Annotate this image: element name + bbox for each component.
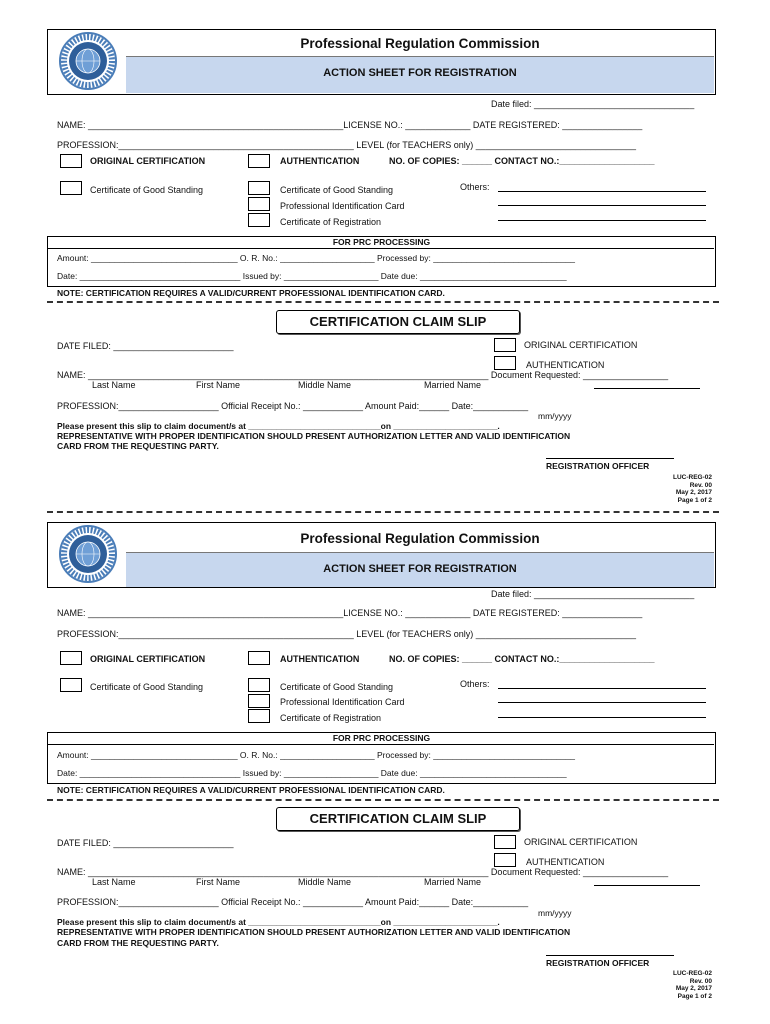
good-standing-checkbox-right[interactable] — [248, 181, 270, 195]
claim-authentication-label: AUTHENTICATION — [526, 360, 605, 370]
footer-block-2 — [612, 970, 712, 1000]
prc-seal-icon — [52, 31, 124, 91]
claim-authentication-checkbox[interactable] — [494, 853, 516, 867]
copies-contact-label: NO. OF COPIES: ______ CONTACT NO.:___________________ — [389, 654, 655, 664]
certificate-registration-label: Certificate of Registration — [280, 713, 382, 723]
claim-present-line: Please present this slip to claim document/s at ____________________________on ______________________. — [57, 917, 500, 927]
amount-line: Amount: _______________________________ O. R. No.: ____________________ Processed by: ______________________________ — [57, 253, 576, 263]
footer-date: May 2, 2017 — [675, 985, 712, 992]
claim-profession-line: PROFESSION:____________________ Official Receipt No.: ____________ Amount Paid:______ Date:___________ — [57, 401, 529, 411]
profession-level-line: PROFESSION:_______________________________________________ LEVEL (for TEACHERS only) ________________________________ — [57, 629, 636, 639]
others-label: Others: — [460, 182, 490, 192]
original-certification-checkbox[interactable] — [60, 651, 82, 665]
name-license-line: NAME: ___________________________________________________LICENSE NO.: _____________ DATE REGISTERED: ________________ — [57, 120, 643, 130]
claim-original-certification-checkbox[interactable] — [494, 338, 516, 352]
claim-married-name: Married Name — [424, 380, 482, 390]
others-line-1[interactable] — [498, 688, 706, 689]
claim-original-certification-label: ORIGINAL CERTIFICATION — [524, 340, 638, 350]
authentication-checkbox[interactable] — [248, 154, 270, 168]
cut-line-3 — [47, 799, 719, 801]
professional-id-label: Professional Identification Card — [280, 697, 405, 707]
claim-mmyyyy: mm/yyyy — [538, 908, 572, 918]
claim-mmyyyy: mm/yyyy — [538, 411, 572, 421]
claim-middle-name: Middle Name — [298, 877, 352, 887]
certificate-registration-checkbox[interactable] — [248, 213, 270, 227]
prc-seal-icon — [52, 524, 124, 584]
footer-page: Page 1 of 2 — [677, 496, 712, 504]
claim-name-line: NAME: ________________________________________________________________________________ Document Requested: _________________ — [57, 370, 669, 380]
claim-card-from: CARD FROM THE REQUESTING PARTY. — [57, 441, 219, 451]
original-certification-label: ORIGINAL CERTIFICATION — [90, 654, 206, 664]
claim-middle-name: Middle Name — [298, 380, 352, 390]
claim-last-name: Last Name — [92, 380, 136, 390]
good-standing-label-left: Certificate of Good Standing — [90, 185, 204, 195]
claim-representative: REPRESENTATIVE WITH PROPER IDENTIFICATION SHOULD PRESENT AUTHORIZATION LETTER AND VALID IDENTIFICATION — [57, 431, 571, 441]
others-line-1[interactable] — [498, 191, 706, 192]
good-standing-checkbox-left[interactable] — [60, 678, 82, 692]
professional-id-checkbox[interactable] — [248, 197, 270, 211]
cut-line-1 — [47, 301, 719, 303]
professional-id-checkbox[interactable] — [248, 694, 270, 708]
prc-processing-title: FOR PRC PROCESSING — [332, 237, 431, 247]
registration-officer: REGISTRATION OFFICER — [546, 958, 650, 968]
profession-level-line: PROFESSION:_______________________________________________ LEVEL (for TEACHERS only) ________________________________ — [57, 140, 636, 150]
claim-date-filed: DATE FILED: ________________________ — [57, 341, 234, 351]
date-filed: Date filed: ________________________________ — [491, 99, 695, 109]
claim-last-name: Last Name — [92, 877, 136, 887]
prc-processing-divider — [48, 744, 714, 745]
claim-representative: REPRESENTATIVE WITH PROPER IDENTIFICATION SHOULD PRESENT AUTHORIZATION LETTER AND VALID IDENTIFICATION — [57, 927, 571, 937]
good-standing-checkbox-left[interactable] — [60, 181, 82, 195]
others-line-2[interactable] — [498, 702, 706, 703]
claim-first-name: First Name — [196, 380, 241, 390]
officer-signature-line[interactable] — [546, 458, 674, 459]
footer-block-1 — [612, 474, 712, 504]
good-standing-label-right: Certificate of Good Standing — [280, 185, 394, 195]
amount-line: Amount: _______________________________ O. R. No.: ____________________ Processed by: ______________________________ — [57, 750, 576, 760]
certificate-registration-label: Certificate of Registration — [280, 217, 382, 227]
good-standing-label-right: Certificate of Good Standing — [280, 682, 394, 692]
footer-code: LUC-REG-02 — [672, 970, 712, 977]
date-issued-line: Date: __________________________________ Issued by: ____________________ Date due: _______________________________ — [57, 271, 567, 281]
original-certification-checkbox[interactable] — [60, 154, 82, 168]
claim-married-name: Married Name — [424, 877, 482, 887]
original-certification-label: ORIGINAL CERTIFICATION — [90, 156, 206, 166]
claim-present-line: Please present this slip to claim document/s at ____________________________on ______________________. — [57, 421, 500, 431]
others-label: Others: — [460, 679, 490, 689]
others-line-3[interactable] — [498, 220, 706, 221]
claim-original-certification-checkbox[interactable] — [494, 835, 516, 849]
claim-first-name: First Name — [196, 877, 241, 887]
cut-line-2 — [47, 511, 719, 513]
header-subtitle: ACTION SHEET FOR REGISTRATION — [126, 56, 714, 93]
others-line-2[interactable] — [498, 205, 706, 206]
header-title: Professional Regulation Commission — [300, 36, 540, 51]
others-line-3[interactable] — [498, 717, 706, 718]
claim-authentication-checkbox[interactable] — [494, 356, 516, 370]
claim-document-line[interactable] — [594, 885, 700, 886]
copies-contact-label: NO. OF COPIES: ______ CONTACT NO.:___________________ — [389, 156, 655, 166]
good-standing-checkbox-right[interactable] — [248, 678, 270, 692]
certificate-registration-checkbox[interactable] — [248, 709, 270, 723]
prc-processing-divider — [48, 248, 714, 249]
claim-card-from: CARD FROM THE REQUESTING PARTY. — [57, 938, 219, 948]
authentication-label: AUTHENTICATION — [280, 654, 360, 664]
footer-rev: Rev. 00 — [689, 481, 712, 489]
footer-rev: Rev. 00 — [689, 977, 712, 985]
authentication-label: AUTHENTICATION — [280, 156, 360, 166]
good-standing-label-left: Certificate of Good Standing — [90, 682, 204, 692]
claim-name-line: NAME: ________________________________________________________________________________ Document Requested: _________________ — [57, 867, 669, 877]
footer-date: May 2, 2017 — [675, 489, 712, 496]
date-filed: Date filed: ________________________________ — [491, 589, 695, 599]
claim-profession-line: PROFESSION:____________________ Official Receipt No.: ____________ Amount Paid:______ Date:___________ — [57, 897, 529, 907]
claim-slip-title: CERTIFICATION CLAIM SLIP — [276, 310, 520, 334]
authentication-checkbox[interactable] — [248, 651, 270, 665]
professional-id-label: Professional Identification Card — [280, 201, 405, 211]
note-text: NOTE: CERTIFICATION REQUIRES A VALID/CURRENT PROFESSIONAL IDENTIFICATION CARD. — [57, 785, 445, 795]
header-subtitle: ACTION SHEET FOR REGISTRATION — [126, 552, 714, 587]
claim-date-filed: DATE FILED: ________________________ — [57, 838, 234, 848]
registration-officer: REGISTRATION OFFICER — [546, 461, 650, 471]
claim-authentication-label: AUTHENTICATION — [526, 857, 605, 867]
claim-slip-title: CERTIFICATION CLAIM SLIP — [276, 807, 520, 831]
note-text: NOTE: CERTIFICATION REQUIRES A VALID/CURRENT PROFESSIONAL IDENTIFICATION CARD. — [57, 288, 445, 298]
claim-document-line[interactable] — [594, 388, 700, 389]
date-issued-line: Date: __________________________________ Issued by: ____________________ Date due: _______________________________ — [57, 768, 567, 778]
name-license-line: NAME: ___________________________________________________LICENSE NO.: _____________ DATE REGISTERED: ________________ — [57, 608, 643, 618]
footer-page: Page 1 of 2 — [677, 992, 712, 1000]
header-title: Professional Regulation Commission — [300, 531, 540, 546]
claim-original-certification-label: ORIGINAL CERTIFICATION — [524, 837, 638, 847]
officer-signature-line[interactable] — [546, 955, 674, 956]
footer-code: LUC-REG-02 — [672, 474, 712, 481]
prc-processing-title: FOR PRC PROCESSING — [332, 733, 431, 743]
